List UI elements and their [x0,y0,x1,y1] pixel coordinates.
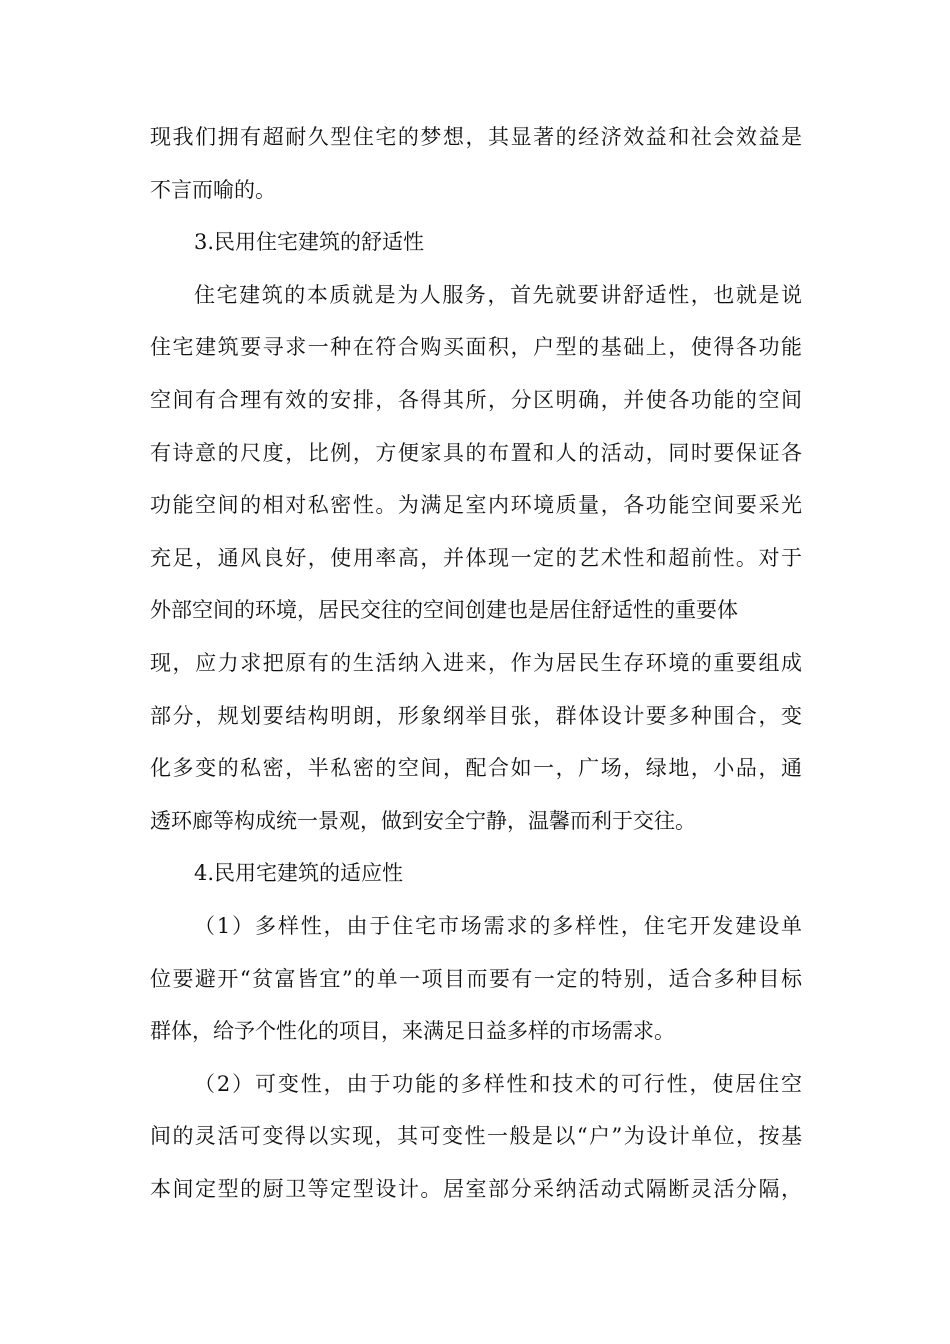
body-line: 透环廊等构成统一景观，做到安全宁静，温馨而利于交往。 [150,808,696,833]
body-line: 功能空间的相对私密性。为满足室内环境质量，各功能空间要采光 [150,493,802,518]
body-line: 现，应力求把原有的生活纳入进来，作为居民生存环境的重要组成 [150,650,802,675]
document-body [150,111,802,1215]
body-line: 化多变的私密，半私密的空间，配合如一，广场，绿地，小品，通 [150,756,802,781]
body-line: 位要避开“贫富皆宜”的单一项目而要有一定的特别，适合多种目标 [150,966,802,991]
body-line: 群体，给予个性化的项目，来满足日益多样的市场需求。 [150,1019,675,1044]
body-line: （2）可变性，由于功能的多样性和技术的可行性，使居住空 [194,1071,802,1096]
body-line: 外部空间的环境，居民交往的空间创建也是居住舒适性的重要体 [150,598,738,623]
body-line: 现我们拥有超耐久型住宅的梦想，其显著的经济效益和社会效益是 [150,125,802,149]
body-line: （1）多样性，由于住宅市场需求的多样性，住宅开发建设单 [194,913,802,938]
body-line: 空间有合理有效的安排，各得其所，分区明确，并使各功能的空间 [150,387,802,412]
body-line: 部分，规划要结构明朗，形象纲举目张，群体设计要多种围合，变 [150,703,802,728]
body-line: 不言而喻的。 [150,177,276,202]
body-line: 间的灵活可变得以实现，其可变性一般是以“户”为设计单位，按基 [150,1124,802,1149]
body-line: 住宅建筑的本质就是为人服务，首先就要讲舒适性，也就是说 [194,282,802,307]
section-heading: 4.民用宅建筑的适应性 [194,861,404,886]
section-heading: 3.民用住宅建筑的舒适性 [194,230,425,255]
body-line: 住宅建筑要寻求一种在符合购买面积，户型的基础上，使得各功能 [150,335,802,360]
body-line: 充足，通风良好，使用率高，并体现一定的艺术性和超前性。对于 [150,545,802,570]
body-line: 本间定型的厨卫等定型设计。居室部分采纳活动式隔断灵活分隔， [150,1176,802,1201]
body-line: 有诗意的尺度，比例，方便家具的布置和人的活动，同时要保证各 [150,440,802,465]
